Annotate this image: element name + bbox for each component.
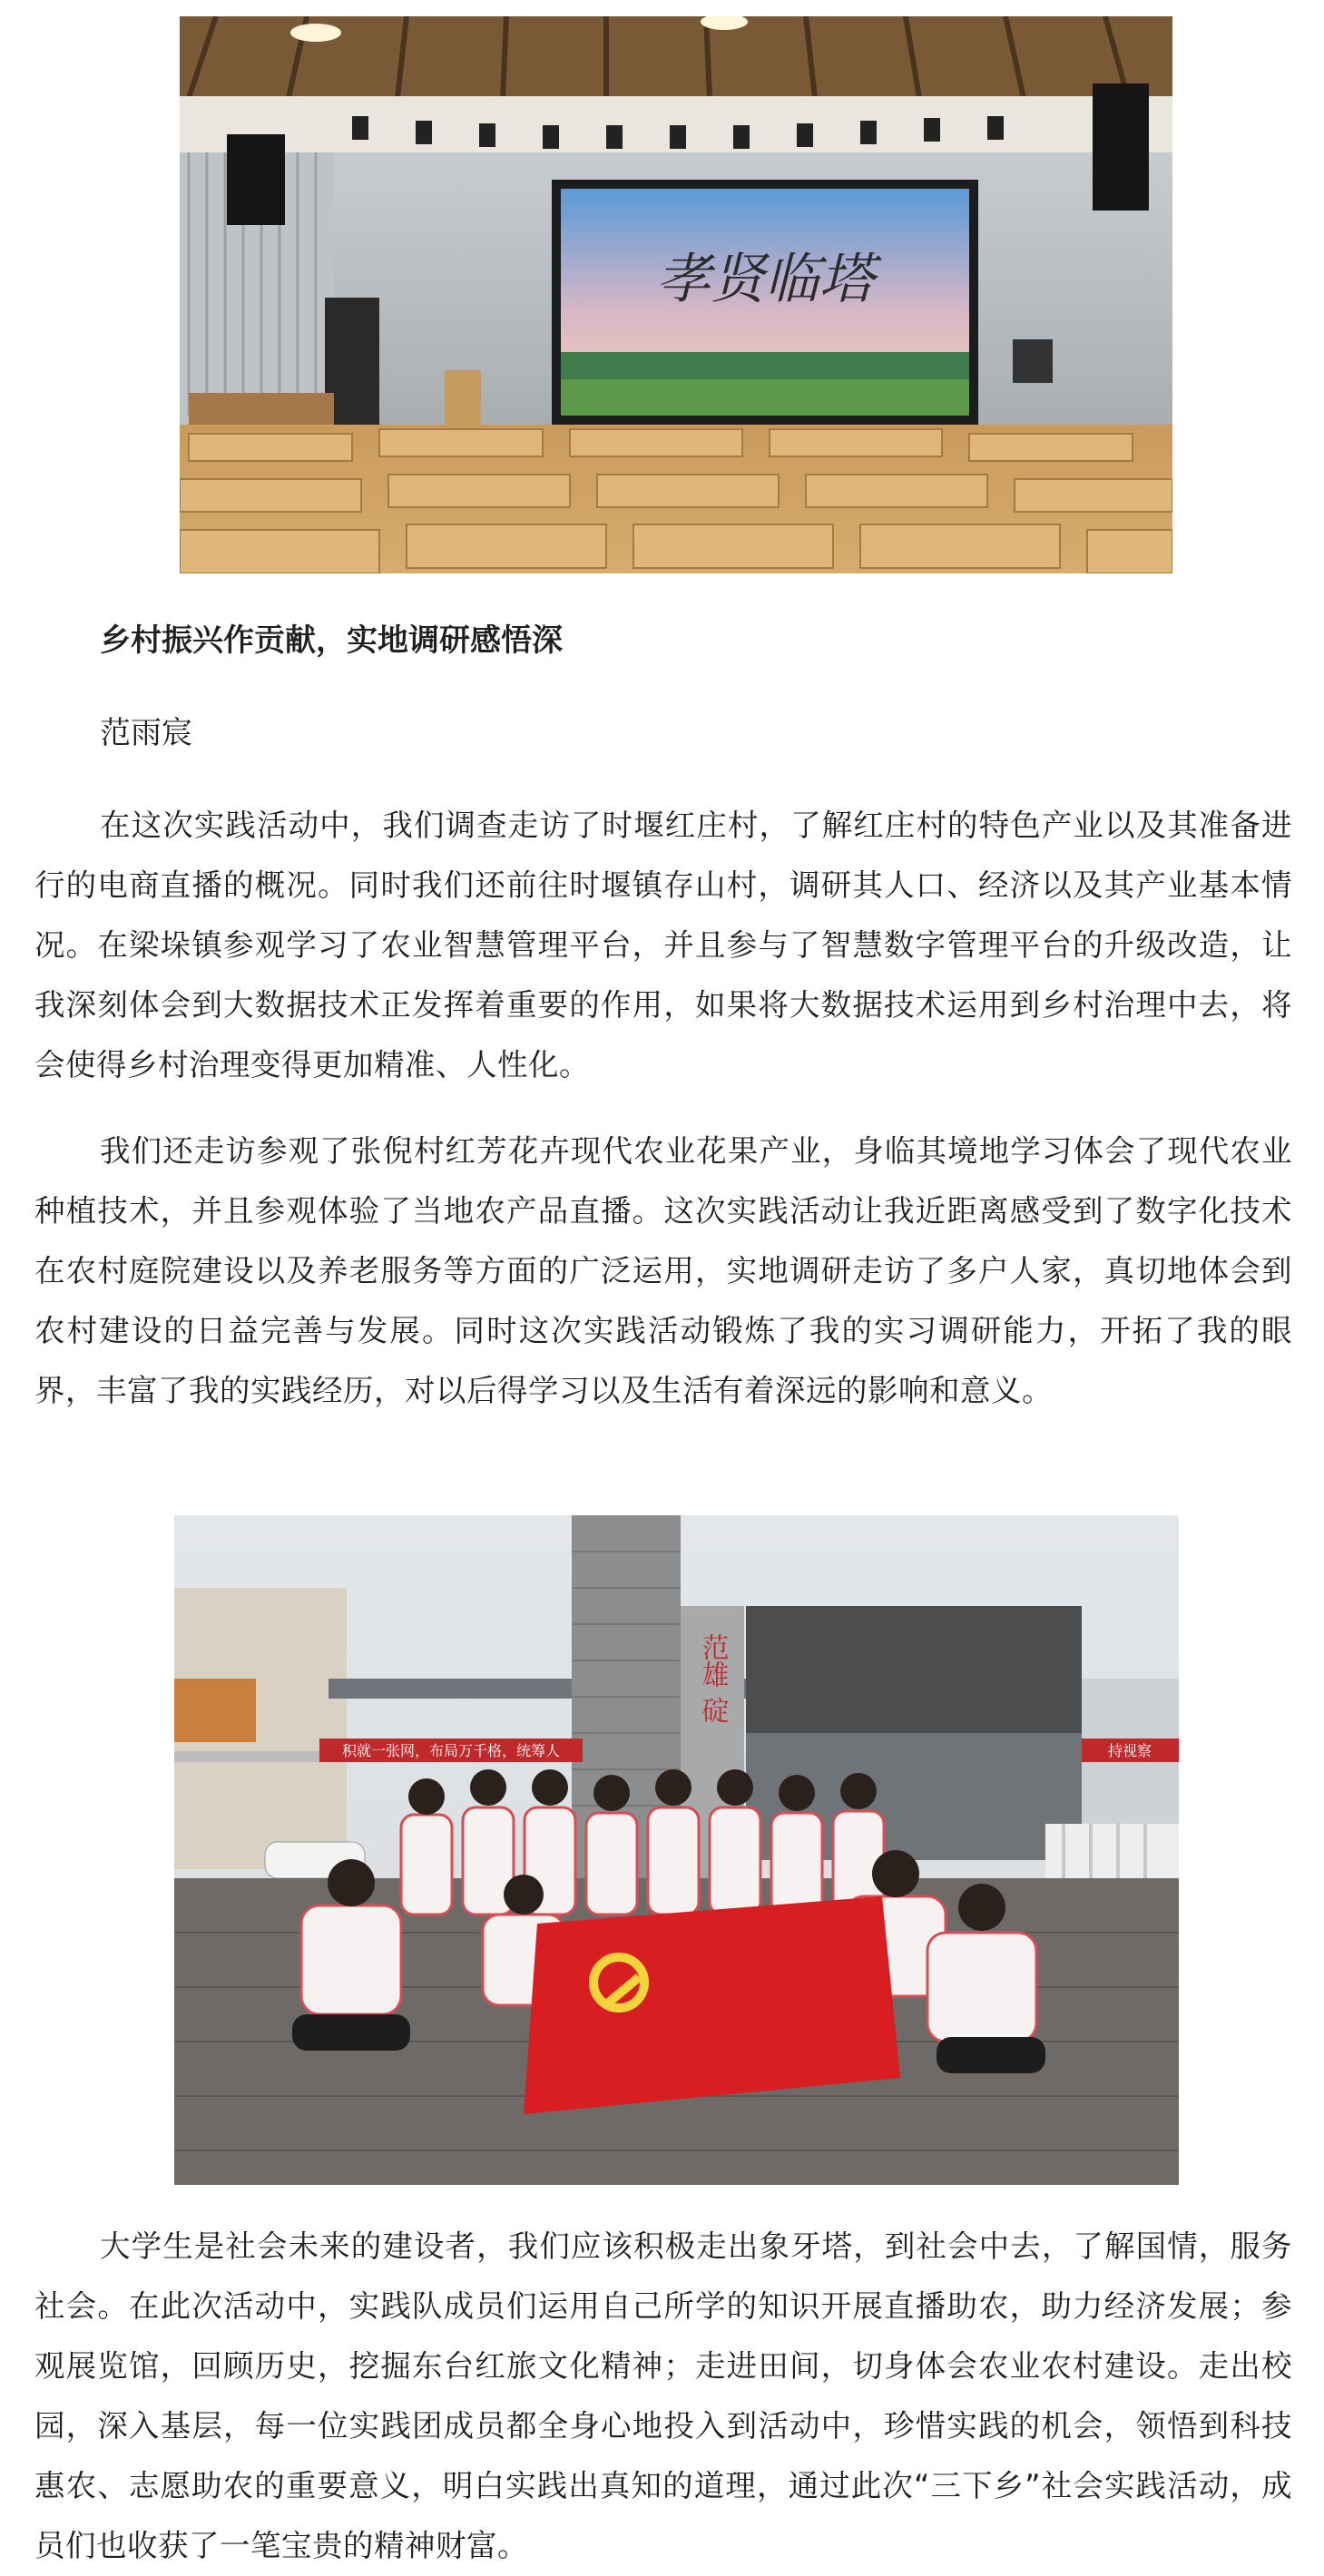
banner-left: 积就一张网，布局万千格，统筹人 [341,1742,561,1759]
group-photo [174,1515,1179,2185]
banner-right: 持视察 [1107,1742,1152,1759]
screen-caption: 孝贤临塔 [656,248,874,311]
article-heading: 乡村振兴作贡献，实地调研感悟深 [100,622,563,659]
author-name: 范雨宸 [100,715,192,751]
paragraph-1: 在这次实践活动中，我们调查走访了时堰红庄村，了解红庄村的特色产业以及其准备进行的电商直播的概况。同时我们还前往时堰镇存山村，调研其人口、经济以及其产业基本情况。在梁垛镇参观学习了农业智慧管理平台，并且参与了智慧数字管理平台的升级改造，让我深刻体会到大数据技术正发挥着重要的作用，如果将大数据技术运用到乡村治理中去，将会使得乡村治理变得更加精准、人性化。 [34,808,1292,1082]
auditorium-photo [180,16,1172,573]
paragraph-3: 大学生是社会未来的建设者，我们应该积极走出象牙塔，到社会中去，了解国情，服务社会。在此次活动中，实践队成员们运用自己所学的知识开展直播助农，助力经济发展；参观展览馆，回顾历史，挖掘东台红旅文化精神；走进田间，切身体会农业农村建设。走出校园，深入基层，每一位实践团成员都全身心地投入到活动中，珍惜实践的机会，领悟到科技惠农、志愿助农的重要意义，明白实践出真知的道理，通过此次“三下乡”社会实践活动，成员们也收获了一笔宝贵的精神财富。 [34,2228,1292,2563]
monument-caption: 范雄 碇 [696,1633,729,1724]
paragraph-2: 我们还走访参观了张倪村红芳花卉现代农业花果产业，身临其境地学习体会了现代农业种植技术，并且参观体验了当地农产品直播。这次实践活动让我近距离感受到了数字化技术在农村庭院建设以及养老服务等方面的广泛运用，实地调研走访了多户人家，真切地体会到农村建设的日益完善与发展。同时这次实践活动锻炼了我的实习调研能力，开拓了我的眼界，丰富了我的实践经历，对以后得学习以及生活有着深远的影响和意义。 [34,1133,1292,1408]
